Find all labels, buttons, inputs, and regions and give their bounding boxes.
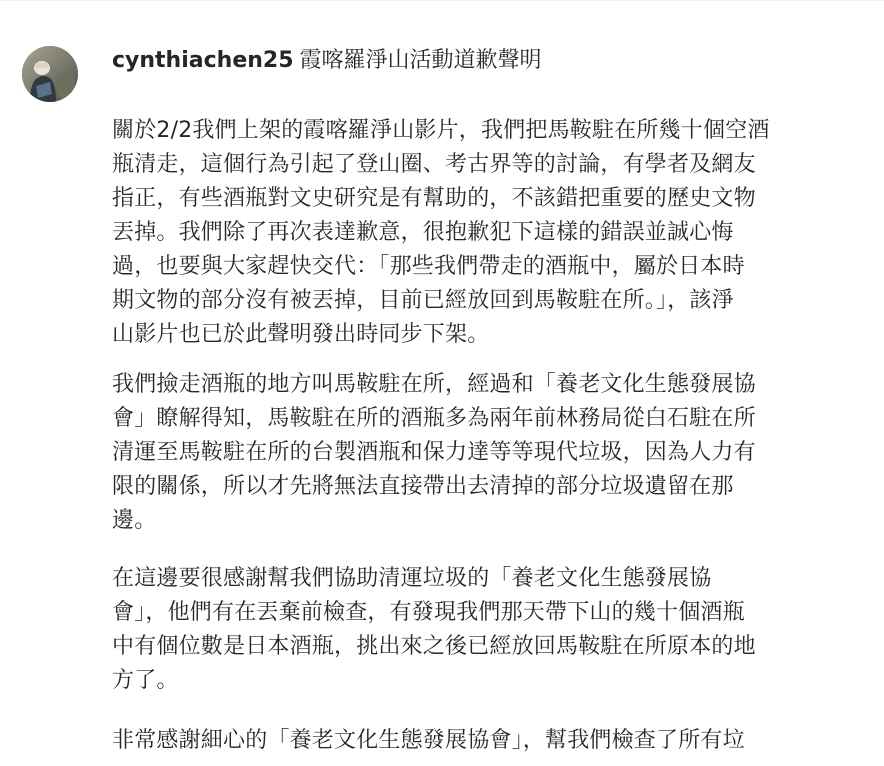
caption-line: 會」瞭解得知，馬鞍駐在所的酒瓶多為兩年前林務局從白石駐在所: [112, 406, 756, 431]
caption-title: 霞喀羅淨山活動道歉聲明: [299, 48, 542, 73]
caption-line: 邊。: [112, 508, 157, 533]
caption-line: 清運至馬鞍駐在所的台製酒瓶和保力達等等現代垃圾，因為人力有: [112, 440, 756, 465]
caption-line: 指正，有些酒瓶對文史研究是有幫助的，不該錯把重要的歷史文物: [112, 186, 756, 211]
caption-line: 丟掉。我們除了再次表達歉意，很抱歉犯下這樣的錯誤並誠心悔: [112, 220, 734, 245]
caption-paragraph: [112, 724, 745, 758]
caption-content: [112, 40, 862, 753]
caption-line: 期文物的部分沒有被丟掉，目前已經放回到馬鞍駐在所。」，該淨: [112, 288, 734, 313]
caption-line: 中有個位數是日本酒瓶，挑出來之後已經放回馬鞍駐在所原本的地: [112, 634, 756, 659]
avatar[interactable]: [22, 46, 78, 102]
caption-line: 瓶清走，這個行為引起了登山圈、考古界等的討論，有學者及網友: [112, 152, 756, 177]
caption-line: 山影片也已於此聲明發出時同步下架。: [112, 322, 490, 347]
caption-paragraph: [112, 114, 770, 352]
avatar-photo-icon: [22, 46, 78, 102]
caption-line: 非常感謝細心的「養老文化生態發展協會」，幫我們檢查了所有垃: [112, 728, 745, 753]
caption-paragraph: [112, 562, 756, 698]
caption-line: 會」，他們有在丟棄前檢查，有發現我們那天帶下山的幾十個酒瓶: [112, 600, 745, 625]
caption-line: 限的關係，所以才先將無法直接帶出去清掉的部分垃圾遺留在那: [112, 474, 734, 499]
caption-line: 方了。: [112, 668, 179, 693]
caption-line: 我們撿走酒瓶的地方叫馬鞍駐在所，經過和「養老文化生態發展協: [112, 372, 756, 397]
caption-line: 在這邊要很感謝幫我們協助清運垃圾的「養老文化生態發展協: [112, 566, 712, 591]
caption-paragraph: [112, 368, 756, 538]
caption-line: 關於2/2我們上架的霞喀羅淨山影片，我們把馬鞍駐在所幾十個空酒: [112, 118, 770, 143]
username-link[interactable]: cynthiachen25: [112, 48, 294, 73]
caption-header: [112, 40, 862, 82]
caption-line: 過，也要與大家趕快交代：「那些我們帶走的酒瓶中，屬於日本時: [112, 254, 745, 279]
